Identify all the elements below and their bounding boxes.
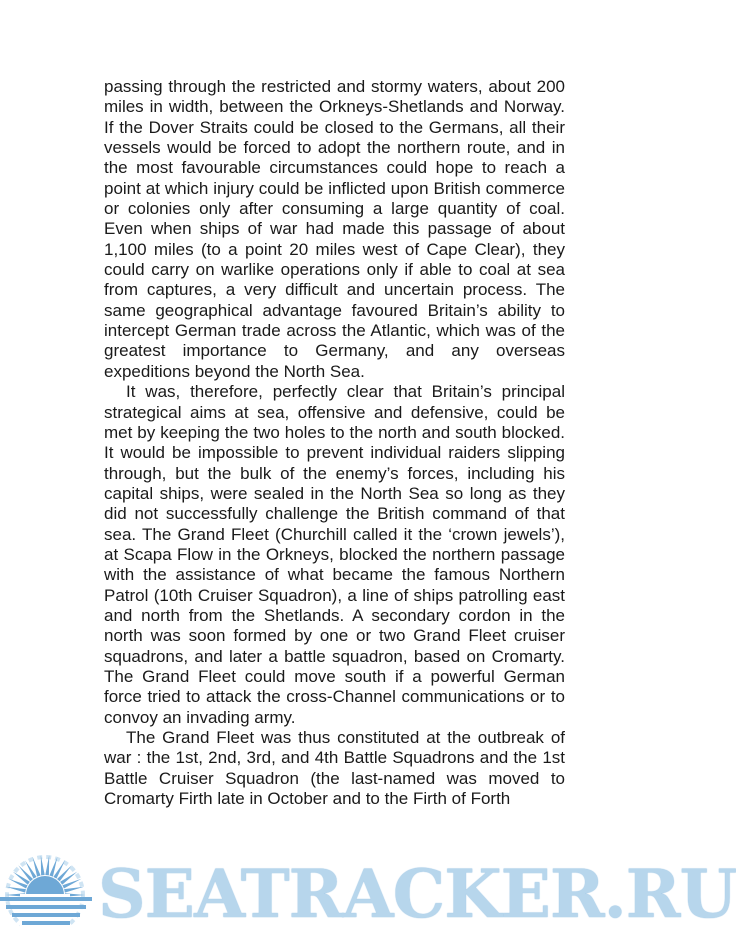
sun-icon <box>0 855 92 942</box>
body-text <box>104 77 565 809</box>
sun-ray <box>6 887 26 893</box>
sun-ray <box>41 855 45 875</box>
watermark-text: SEATRACKER.RU <box>98 855 736 933</box>
sun-ray <box>57 865 72 881</box>
sun-ray <box>60 872 77 885</box>
sun-ray <box>18 865 33 881</box>
sun-ray <box>13 872 30 885</box>
paragraph: It was, therefore, perfectly clear that Britain’s principal strategical aims at sea, offensive and defensive, could be met by keeping the two holes to the north and south blocked. It would be impossible to prevent individual raiders slipping through, but the bulk of the enemy’s forces, including his capital ships, were sealed in the North Sea so long as they did not successfully challenge the British command of that sea. The Grand Fleet (Churchill called it the ‘crown jewels’), at Scapa Flow in the Orkneys, blocked the northern passage with the assistance of what became the famous Northern Patrol (10th Cruiser Squadron), a line of ships patrolling east and north from the Shetlands. A secondary cordon in the north was soon formed by one or two Grand Fleet cruiser squadrons, and later a battle squadron, based on Cromarty. The Grand Fleet could move south if a powerful German force tried to attack the cross-Channel communications or to convoy an invading army. <box>104 382 565 727</box>
paragraph: The Grand Fleet was thus constituted at the outbreak of war : the 1st, 2nd, 3rd, and 4th Battle Squadrons and the 1st Battle Cruiser Squadron (the last-named was moved to Cromarty Firth late in October and to the Firth of Forth <box>104 728 565 809</box>
paragraph: passing through the restricted and stormy waters, about 200 miles in width, between the Orkneys-Shetlands and Norway. If the Dover Straits could be closed to the Germans, all their vessels would be forced to adopt the northern route, and in the most favourable circumstances could hope to reach a point at which injury could be inflicted upon British commerce or colonies only after consuming a large quantity of coal. Even when ships of war had made this passage of about 1,100 miles (to a point 20 miles west of Cape Clear), they could carry on warlike operations only if able to coal at sea from captures, a very difficult and uncertain process. The same geographical advantage favoured Britain’s ability to intercept German trade across the Atlantic, which was of the greatest importance to Germany, and any overseas expeditions beyond the North Sea. <box>104 77 565 381</box>
